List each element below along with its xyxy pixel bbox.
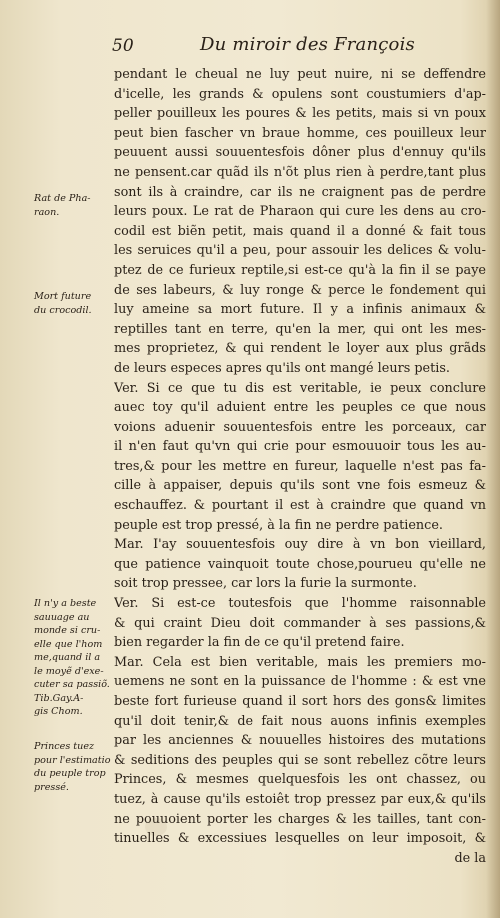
text-line: codil est biẽn petit, mais quand il a donné & fait tous xyxy=(114,223,486,239)
margin-note-rat-de-pharaon xyxy=(34,192,114,219)
text-line: voions aduenir souuentesfois entre les porceaux, car xyxy=(114,419,486,435)
text-line: tuez, à cause qu'ils estoiêt trop pressez par eux,& qu'ils xyxy=(114,791,486,807)
text-line: bien regarder la fin de ce qu'il pretend faire. xyxy=(114,635,405,651)
text-line: de ses labeurs, & luy ronge & perce le fondement qui xyxy=(114,282,486,298)
text-line: peuuent aussi souuentesfois dôner plus d'ennuy qu'ils xyxy=(114,145,486,161)
page-gutter-shadow xyxy=(486,0,500,918)
margin-note-line: du peuple trop xyxy=(34,768,106,779)
margin-note-line: du crocodil. xyxy=(34,304,92,316)
text-line: il n'en faut qu'vn qui crie pour esmouuoir tous les au- xyxy=(114,439,486,455)
text-line: uemens ne sont en la puissance de l'homme : & est vne xyxy=(114,674,486,690)
margin-note-line: me,quand il a xyxy=(34,652,101,663)
text-line: qu'il doit tenir,& de fait nous auons infinis exemples xyxy=(114,713,486,729)
text-line: beste fort furieuse quand il sort hors des gons& limites xyxy=(114,694,486,709)
text-line: luy ameine sa mort future. Il y a infinis animaux & xyxy=(114,302,486,318)
page-number: 50 xyxy=(112,36,134,56)
text-line: peller pouilleux les poures & les petits, mais si vn poux xyxy=(114,106,486,122)
margin-note-line: monde si cru- xyxy=(34,625,101,636)
margin-note-line: Tib.Gay.A- xyxy=(34,692,84,704)
text-line: Mar. I'ay souuentesfois ouy dire à vn bon vieillard, xyxy=(114,537,486,553)
text-line: que patience vainquoit toute chose,pourueu qu'elle ne xyxy=(114,556,486,572)
text-line: de leurs especes apres qu'ils ont mangé leurs petis. xyxy=(114,360,450,376)
margin-note-beste-sauvage xyxy=(34,597,114,719)
margin-note-line: gis Chom. xyxy=(34,706,83,717)
text-line: reptilles tant en terre, qu'en la mer, qui ont les mes- xyxy=(114,321,486,337)
text-line: auec toy qu'il aduient entre les peuples ce que nous xyxy=(114,400,486,416)
text-line: les seruices qu'il a peu, pour assouir les delices & volu- xyxy=(114,243,486,259)
text-line: pendant le cheual ne luy peut nuire, ni se deffendre xyxy=(114,67,486,82)
text-line: Princes, & mesmes quelquesfois les ont chassez, ou xyxy=(114,772,486,788)
text-line: peut bien fascher vn braue homme, ces pouilleux leur xyxy=(114,125,486,141)
text-line: leurs poux. Le rat de Pharaon qui cure les dens au cro- xyxy=(114,204,486,220)
margin-note-line: Rat de Pha- xyxy=(34,193,91,204)
margin-note-line: Princes tuez xyxy=(34,741,95,752)
text-line: tinuelles & excessiues lesquelles on leur imposoit, & xyxy=(114,831,486,847)
margin-note-line: Mort future xyxy=(34,291,92,302)
margin-note-line: cuter sa passiõ. xyxy=(34,679,110,690)
body-text xyxy=(114,65,486,868)
margin-note-line: pressé. xyxy=(34,781,69,793)
text-line: & qui craint Dieu doit commander à ses passions,& xyxy=(114,615,486,631)
text-line: Ver. Si est-ce toutesfois que l'homme raisonnable xyxy=(114,596,486,612)
margin-note-line: elle que l'hom xyxy=(34,638,103,650)
text-line: & seditions des peuples qui se sont rebellez cõtre leurs xyxy=(114,752,486,768)
margin-note-princes-tuez xyxy=(34,740,114,794)
margin-note-line: pour l'estimatio xyxy=(34,754,111,766)
ink-smudge xyxy=(145,818,167,836)
text-line: tres,& pour les mettre en fureur, laquelle n'est pas fa- xyxy=(114,458,486,474)
text-line: peuple est trop pressé, à la fin ne perdre patience. xyxy=(114,517,443,533)
margin-note-line: Il n'y a beste xyxy=(34,598,97,609)
margin-note-line: raon. xyxy=(34,206,60,218)
text-line: Ver. Si ce que tu dis est veritable, ie peux conclure xyxy=(114,380,486,396)
catchword: de la xyxy=(454,850,486,866)
margin-note-line: sauuage au xyxy=(34,611,90,623)
text-line: soit trop pressee, car lors la furie la surmonte. xyxy=(114,576,417,592)
running-head: Du miroir des François xyxy=(200,34,415,55)
text-line: ptez de ce furieux reptile,si est-ce qu'à la fin il se paye xyxy=(114,262,486,278)
text-line: sont ils à craindre, car ils ne craignent pas de perdre xyxy=(114,184,486,200)
text-line: ne pouuoient porter les charges & les tailles, tant con- xyxy=(114,811,486,827)
text-line: par les anciennes & nouuelles histoires des mutations xyxy=(114,733,486,749)
text-line: d'icelle, les grands & opulens sont coustumiers d'ap- xyxy=(114,86,486,102)
text-line: mes proprietez, & qui rendent le loyer aux plus grãds xyxy=(114,341,486,357)
margin-note-mort-future xyxy=(34,290,114,317)
text-line: ne pensent.car quãd ils n'õt plus rien à perdre,tant plus xyxy=(114,164,486,180)
text-line: cille à appaiser, depuis qu'ils sont vne fois esmeuz & xyxy=(114,478,486,494)
text-line: eschauffez. & pourtant il est à craindre que quand vn xyxy=(114,498,486,514)
margin-note-line: le moyẽ d'exe- xyxy=(34,665,104,677)
text-line: Mar. Cela est bien veritable, mais les premiers mo- xyxy=(114,654,486,670)
